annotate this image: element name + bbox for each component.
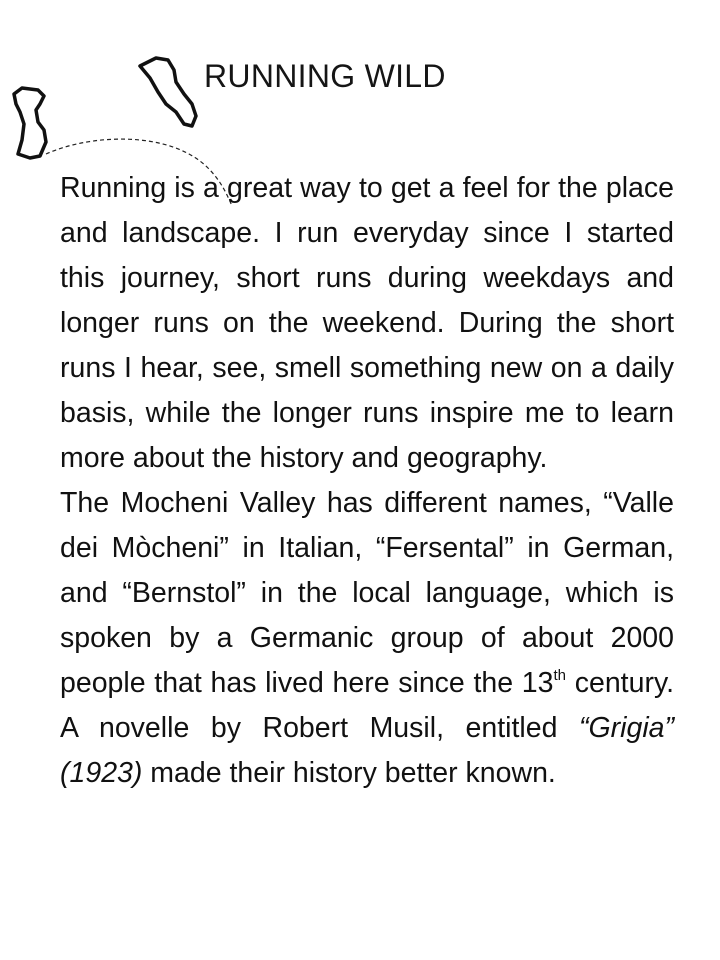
article-body — [60, 166, 674, 796]
paragraph-2-part-2: century. A novelle by Robert Musil, entitled — [60, 667, 674, 744]
footprint-left-icon — [14, 88, 46, 158]
paragraph-1: Running is a great way to get a feel for the place and landscape. I run everyday since I started this journey, short runs during weekdays and longer runs on the weekend. During the short runs I hear, see, smell something new on a daily basis, while the longer runs inspire me to learn more about the history and geography. — [60, 172, 674, 474]
footprint-right-icon — [140, 58, 196, 126]
paragraph-2-part-3: made their history better known. — [142, 757, 556, 789]
paragraph-2-part-1: The Mocheni Valley has different names, “Valle dei Mòcheni” in Italian, “Fersental” in German, and “Bernstol” in the local language, which is spoken by a Germanic group of about 2000 people that has lived here since the 13 — [60, 487, 674, 699]
ordinal-suffix: th — [553, 667, 567, 684]
page-title: RUNNING WILD — [204, 58, 446, 94]
paragraph-2 — [60, 481, 674, 796]
book-title: “Grigia” (1923) — [60, 712, 674, 789]
